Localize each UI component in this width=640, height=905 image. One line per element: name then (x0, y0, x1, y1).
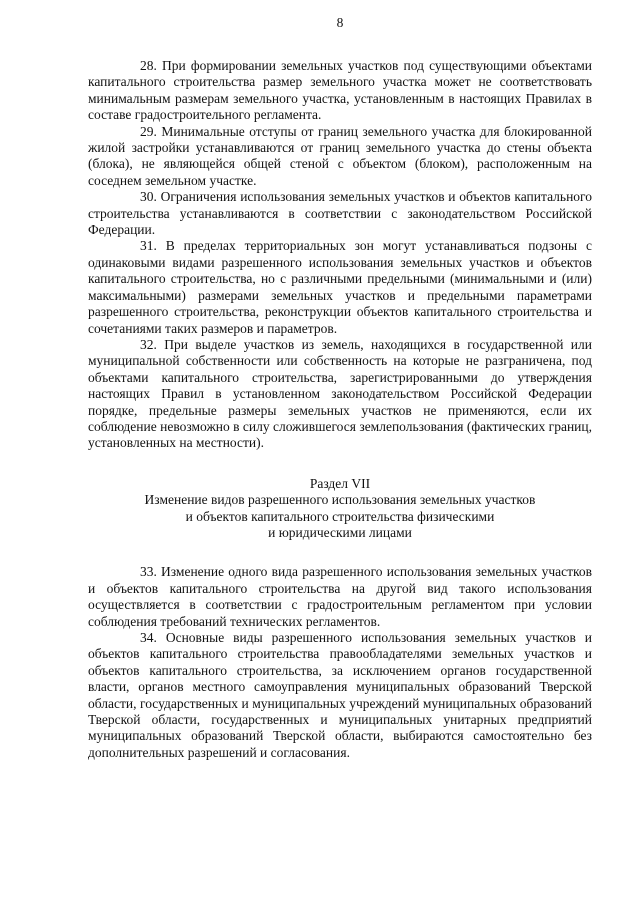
paragraph-31: 31. В пределах территориальных зон могут устанавливаться подзоны с одинаковыми видами разрешенного использования земельных участков и объектов капитального строительства, но с различными предельными (минимальными и (или) максимальными) размерами земельных участков и предельными параметрами разрешенного строительства, реконструкции объектов капитального строительства и сочетаниями таких размеров и параметров. (88, 238, 592, 336)
paragraph-32: 32. При выделе участков из земель, находящихся в государственной или муниципальной собственности или собственность на которые не разграничена, под объектами капитального строительства, зарегистрированными до утверждения настоящих Правил в установленном законодательством Российской Федерации порядке, предельные размеры земельных участков не применяются, если их соблюдение невозможно в силу сложившегося землепользования (фактических границ, установленных на местности). (88, 336, 592, 451)
paragraph-29: 29. Минимальные отступы от границ земельного участка для блокированной жилой застройки устанавливаются от границ земельного участка до стены объекта (блока), не являющейся общей стеной с объектом (блоком), расположенным на соседнем земельном участке. (88, 123, 592, 188)
section-number: Раздел VII (309, 475, 371, 491)
section-title-line: и юридическими лицами (268, 524, 412, 540)
section-title-line: Изменение видов разрешенного использования земельных участков (144, 492, 536, 508)
paragraph-30: 30. Ограничения использования земельных участков и объектов капитального строительства устанавливаются в соответствии с законодательством Российской Федерации. (88, 189, 592, 238)
document-page (88, 14, 592, 761)
paragraph-33: 33. Изменение одного вида разрешенного использования земельных участков и объектов капитального строительства на другой вид такого использования осуществляется в соответствии с градостроительным регламентом при условии соблюдения требований технических регламентов. (88, 564, 592, 629)
paragraph-34: 34. Основные виды разрешенного использования земельных участков и объектов капитального строительства правообладателями земельных участков и объектов капитального строительства, за исключением органов государственной власти, органов местного самоуправления муниципальных образований Тверской области, государственных и муниципальных учреждений муниципальных образований Тверской области, государственных и муниципальных унитарных предприятий муниципальных образований Тверской области, выбираются самостоятельно без дополнительных разрешений и согласования. (88, 630, 592, 760)
paragraph-28: 28. При формировании земельных участков под существующими объектами капитального строительства размер земельного участка может не соответствовать минимальным размерам земельного участка, установленным в настоящих Правилах в составе градостроительного регламента. (88, 58, 592, 123)
section-title-line: и объектов капитального строительства физическими (185, 508, 495, 524)
page-number: 8 (336, 15, 344, 30)
section-heading (88, 476, 592, 542)
